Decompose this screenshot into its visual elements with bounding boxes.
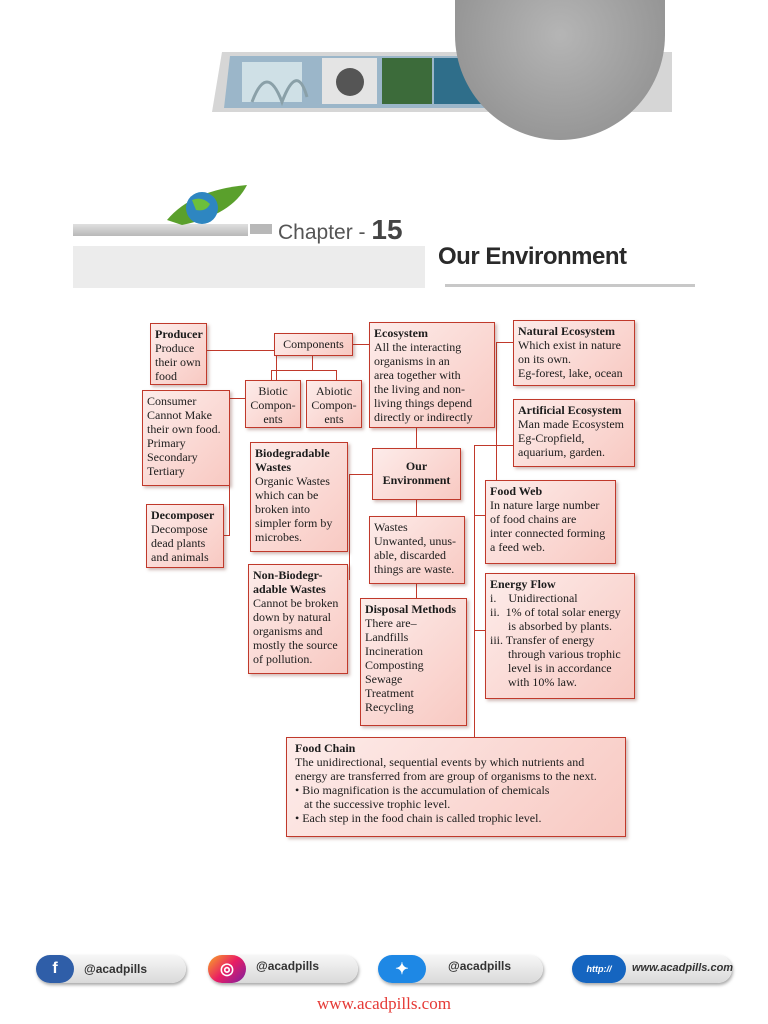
food-chain-box xyxy=(286,737,626,837)
chapter-text: Chapter - xyxy=(278,221,366,244)
energy-flow-line: iii. Transfer of energy xyxy=(490,633,595,647)
nonbiodegradable-box xyxy=(248,564,348,674)
decomposer-box xyxy=(146,504,224,568)
decomposer-body: Decompose dead plants and animals xyxy=(151,522,209,564)
energy-flow-line: is absorbed by plants. xyxy=(490,619,612,633)
chapter-stripe-small xyxy=(250,224,272,234)
biodegradable-box xyxy=(250,442,348,552)
wastes-box: Wastes Unwanted, unus- able, discarded things are waste. xyxy=(369,516,465,584)
abiotic-box: Abiotic Compon- ents xyxy=(306,380,362,428)
food-chain-title: Food Chain xyxy=(295,741,356,755)
food-chain-line: • Bio magnification is the accumulation of chemicals xyxy=(295,783,550,797)
website-handle: www.acadpills.com xyxy=(632,962,734,974)
facebook-link[interactable] xyxy=(36,955,186,983)
energy-flow-title: Energy Flow xyxy=(490,577,556,591)
energy-flow-line: ii. 1% of total solar energy xyxy=(490,605,621,619)
food-chain-line: • Each step in the food chain is called trophic level. xyxy=(295,811,542,825)
food-chain-line: The unidirectional, sequential events by which nutrients and xyxy=(295,755,585,769)
consumer-box: Consumer Cannot Make their own food. Primary Secondary Tertiary xyxy=(142,390,230,486)
disposal-methods-box xyxy=(360,598,467,726)
facebook-handle: @acadpills xyxy=(84,962,148,976)
our-environment-box xyxy=(372,448,461,500)
producer-body: Produce their own food xyxy=(155,341,201,383)
facebook-icon: f xyxy=(36,955,74,983)
disposal-methods-title: Disposal Methods xyxy=(365,602,457,616)
energy-flow-box xyxy=(485,573,635,699)
decomposer-title: Decomposer xyxy=(151,508,215,522)
chapter-number: 15 xyxy=(371,214,403,245)
producer-box xyxy=(150,323,207,385)
globe-leaf-icon xyxy=(162,180,252,230)
energy-flow-line: level is in accordance xyxy=(490,661,612,675)
ecosystem-box xyxy=(369,322,495,428)
energy-flow-line: i. Unidirectional xyxy=(490,591,578,605)
twitter-link[interactable] xyxy=(378,955,543,983)
food-chain-line: energy are transferred from are group of organisms to the next. xyxy=(295,769,597,783)
instagram-icon: ◎ xyxy=(208,955,246,983)
our-environment-title: Our Environment xyxy=(382,459,451,487)
food-chain-line: at the successive trophic level. xyxy=(295,797,451,811)
disposal-methods-body: There are– Landfills Incineration Composting Sewage Treatment Recycling xyxy=(365,616,424,714)
natural-ecosystem-title: Natural Ecosystem xyxy=(518,324,615,338)
artificial-ecosystem-body: Man made Ecosystem Eg-Cropfield, aquarium, garden. xyxy=(518,417,624,459)
footer-url[interactable]: www.acadpills.com xyxy=(317,994,451,1013)
chapter-label xyxy=(278,214,403,246)
energy-flow-line: with 10% law. xyxy=(490,675,577,689)
web-icon: http:// xyxy=(572,955,626,983)
components-box: Components xyxy=(274,333,353,356)
banner-circle xyxy=(455,0,665,140)
biodegradable-title: Biodegradable Wastes xyxy=(255,446,330,474)
twitter-icon: ✦ xyxy=(378,955,426,983)
biotic-box: Biotic Compon- ents xyxy=(245,380,301,428)
ecosystem-title: Ecosystem xyxy=(374,326,428,340)
twitter-handle: @acadpills xyxy=(448,959,512,973)
producer-title: Producer xyxy=(155,327,203,341)
page-title: Our Environment xyxy=(438,243,627,270)
website-link[interactable] xyxy=(572,955,732,983)
food-web-title: Food Web xyxy=(490,484,543,498)
instagram-link[interactable] xyxy=(208,955,358,983)
food-web-body: In nature large number of food chains are inter connected forming a feed web. xyxy=(490,498,606,554)
title-band xyxy=(73,246,425,288)
title-underline xyxy=(445,284,695,287)
nonbiodegradable-body: Cannot be broken down by natural organisms and mostly the source of pollution. xyxy=(253,596,339,666)
natural-ecosystem-body: Which exist in nature on its own. Eg-forest, lake, ocean xyxy=(518,338,623,380)
natural-ecosystem-box xyxy=(513,320,635,386)
food-web-box xyxy=(485,480,616,564)
ecosystem-body: All the interacting organisms in an area together with the living and non- living things depend directly or indirectly xyxy=(374,340,473,424)
biodegradable-body: Organic Wastes which can be broken into simpler form by microbes. xyxy=(255,474,333,544)
instagram-handle: @acadpills xyxy=(256,959,320,973)
artificial-ecosystem-box xyxy=(513,399,635,467)
energy-flow-line: through various trophic xyxy=(490,647,621,661)
nonbiodegradable-title: Non-Biodegr- adable Wastes xyxy=(253,568,326,596)
artificial-ecosystem-title: Artificial Ecosystem xyxy=(518,403,622,417)
